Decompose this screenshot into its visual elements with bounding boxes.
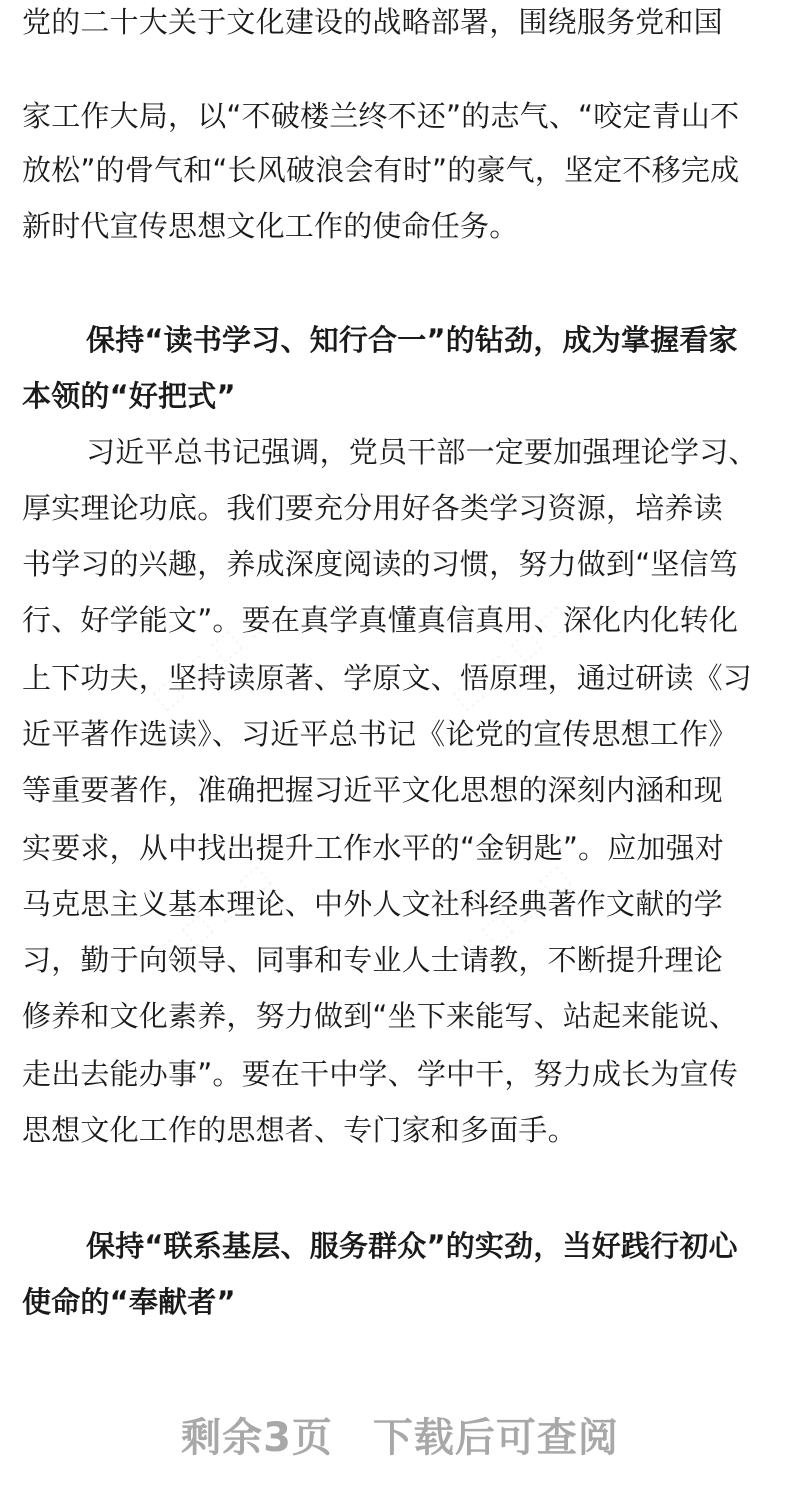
body-line: 党的二十大关于文化建设的战略部署，围绕服务党和国 (22, 5, 723, 39)
body-line: 近平著作选读》、习近平总书记《论党的宣传思想工作》 (22, 717, 738, 751)
body-line: 等重要著作，准确把握习近平文化思想的深刻内涵和现 (22, 773, 723, 807)
remaining-pages-label: 剩余3页 (181, 1415, 333, 1461)
body-line: 马克思主义基本理论、中外人文社科经典著作文献的学 (22, 887, 723, 921)
body-line: 家工作大局，以“不破楼兰终不还”的志气、“咬定青山不 (22, 99, 740, 133)
section-heading: 保持“联系基层、服务群众”的实劲，当好践行初心 (86, 1229, 738, 1263)
section-heading: 使命的“奉献者” (22, 1285, 236, 1319)
body-line: 行、好学能文”。要在真学真懂真信真用、深化内化转化 (22, 603, 739, 637)
body-line: 书学习的兴趣，养成深度阅读的习惯，努力做到“坚信笃 (22, 547, 739, 581)
body-line: 实要求，从中找出提升工作水平的“金钥匙”。应加强对 (22, 831, 725, 865)
section-heading: 本领的“好把式” (22, 379, 236, 413)
download-to-view-label: 下载后可查阅 (372, 1415, 619, 1461)
body-line: 修养和文化素养，努力做到“坐下来能写、站起来能说、 (22, 999, 739, 1033)
body-line: 新时代宣传思想文化工作的使命任务。 (22, 209, 519, 243)
body-line: 思想文化工作的思想者、专门家和多面手。 (22, 1113, 577, 1147)
body-line: 放松”的骨气和“长风破浪会有时”的豪气，坚定不移完成 (22, 153, 740, 187)
body-line: 走出去能办事”。要在干中学、学中干，努力成长为宣传 (22, 1057, 739, 1091)
body-line: 习近平总书记强调，党员干部一定要加强理论学习、 (86, 435, 758, 469)
section-heading: 保持“读书学习、知行合一”的钻劲，成为掌握看家 (86, 323, 738, 357)
body-line: 厚实理论功底。我们要充分用好各类学习资源，培养读 (22, 491, 723, 525)
download-prompt[interactable] (0, 1410, 800, 1466)
body-line: 习，勤于向领导、同事和专业人士请教，不断提升理论 (22, 943, 723, 977)
body-line: 上下功夫，坚持读原著、学原文、悟原理，通过研读《习 (22, 661, 753, 695)
